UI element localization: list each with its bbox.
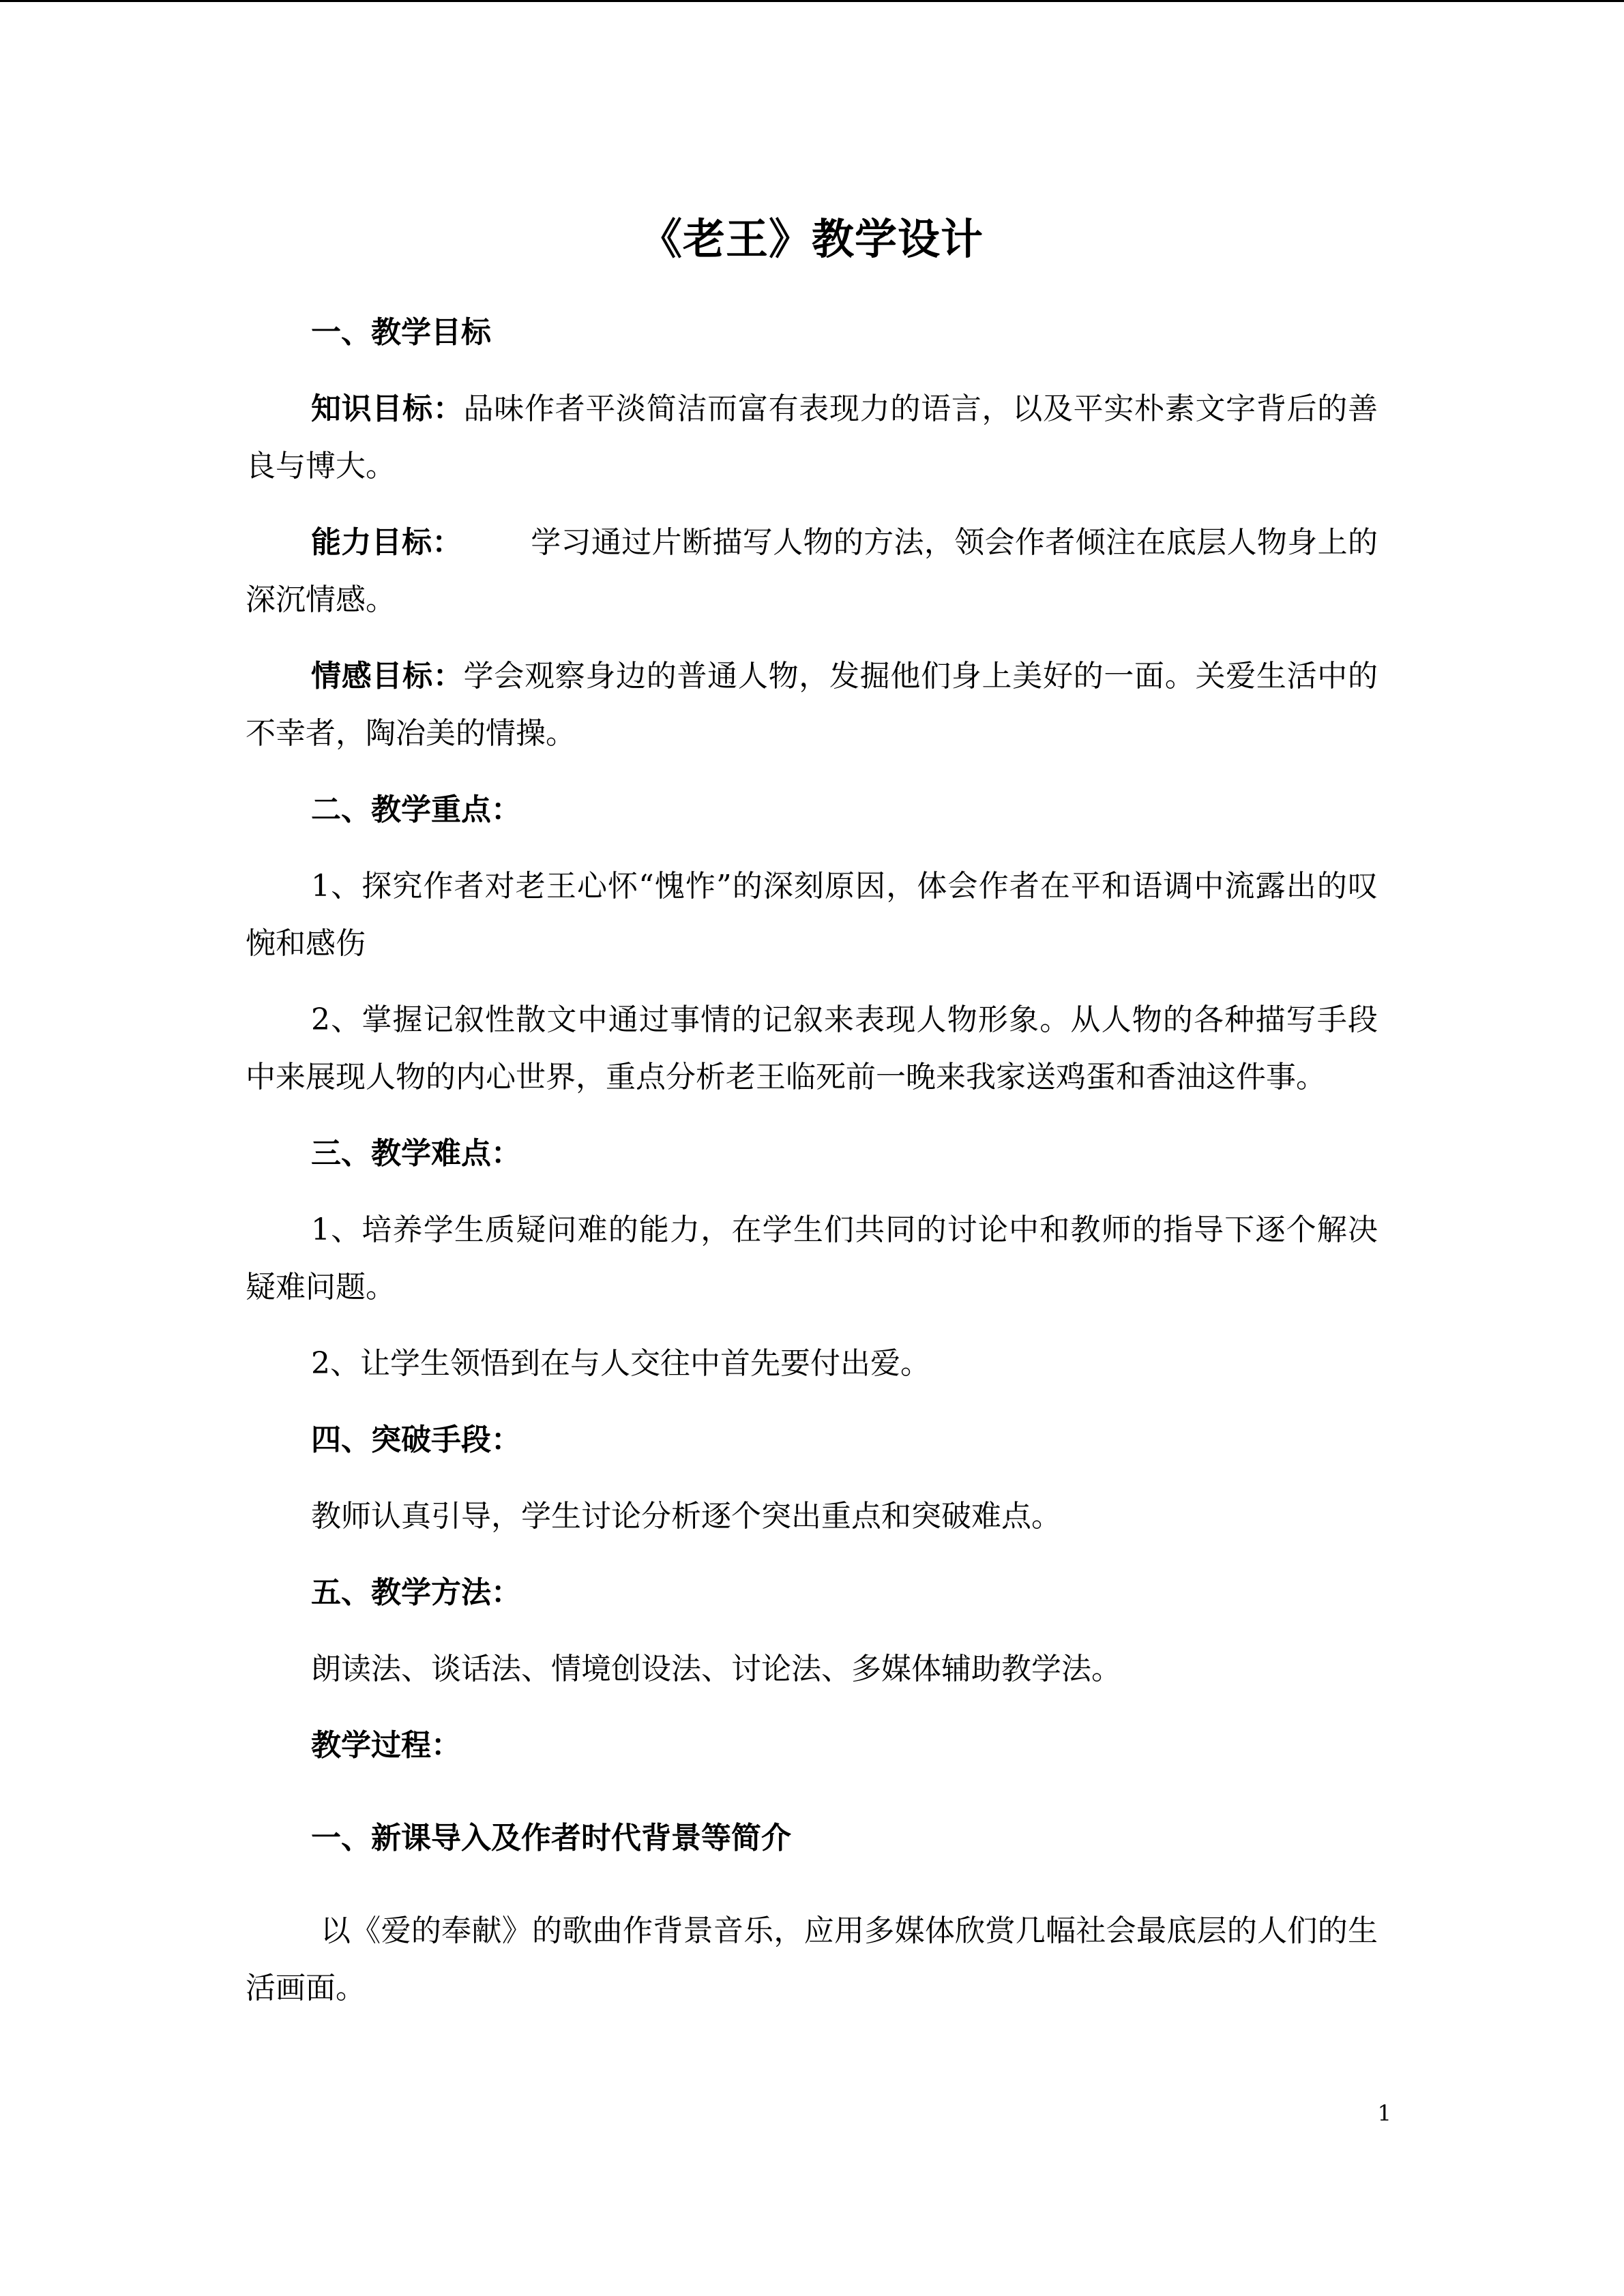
difficulty-item: 2、让学生领悟到在与人交往中首先要付出爱。 xyxy=(311,1346,930,1381)
key-point-item: 2、掌握记叙性散文中通过事情的记叙来表现人物形象。从人物的各种描写手段中来展现人物的内心世界，重点分析老王临死前一晚来我家送鸡蛋和香油这件事。 xyxy=(246,1002,1378,1094)
ability-goal-paragraph xyxy=(246,514,1378,629)
document-page xyxy=(246,0,1391,2296)
difficulty-item: 1、培养学生质疑问难的能力，在学生们共同的讨论中和教师的指导下逐个解决疑难问题。 xyxy=(246,1212,1378,1304)
knowledge-goal-label: 知识目标： xyxy=(311,391,464,426)
knowledge-goal-paragraph xyxy=(246,381,1378,495)
document-title: 《老王》教学设计 xyxy=(639,214,984,264)
document-body xyxy=(246,304,1378,2036)
emotion-goal-paragraph xyxy=(246,648,1378,762)
breakthrough-text: 教师认真引导，学生讨论分析逐个突出重点和突破难点。 xyxy=(311,1499,1061,1534)
emotion-goal-label: 情感目标： xyxy=(311,659,464,694)
key-point-item: 1、探究作者对老王心怀“愧怍”的深刻原因，体会作者在平和语调中流露出的叹惋和感伤 xyxy=(246,869,1378,961)
process-heading: 教学过程： xyxy=(311,1728,461,1763)
ability-goal-text: 学习通过片断描写人物的方法，领会作者倾注在底层人物身上的深沉情感。 xyxy=(246,525,1378,617)
methods-text: 朗读法、谈话法、情境创设法、讨论法、多媒体辅助教学法。 xyxy=(311,1652,1121,1686)
goals-heading: 一、教学目标 xyxy=(311,315,491,350)
intro-text: 以《爱的奉献》的歌曲作背景音乐，应用多媒体欣赏几幅社会最底层的人们的生活画面。 xyxy=(246,1913,1378,2006)
intro-heading: 一、新课导入及作者时代背景等简介 xyxy=(311,1821,791,1855)
knowledge-goal-text: 品味作者平淡简洁而富有表现力的语言，以及平实朴素文字背后的善良与博大。 xyxy=(246,391,1378,483)
difficulties-heading: 三、教学难点： xyxy=(311,1136,521,1171)
key-points-heading: 二、教学重点： xyxy=(311,792,521,827)
emotion-goal-text: 学会观察身边的普通人物，发掘他们身上美好的一面。关爱生活中的不幸者，陶冶美的情操。 xyxy=(246,659,1378,751)
page-number: 1 xyxy=(1377,2100,1391,2126)
methods-heading: 五、教学方法： xyxy=(311,1575,521,1610)
ability-goal-label: 能力目标： xyxy=(311,525,462,560)
breakthrough-heading: 四、突破手段： xyxy=(311,1422,521,1457)
